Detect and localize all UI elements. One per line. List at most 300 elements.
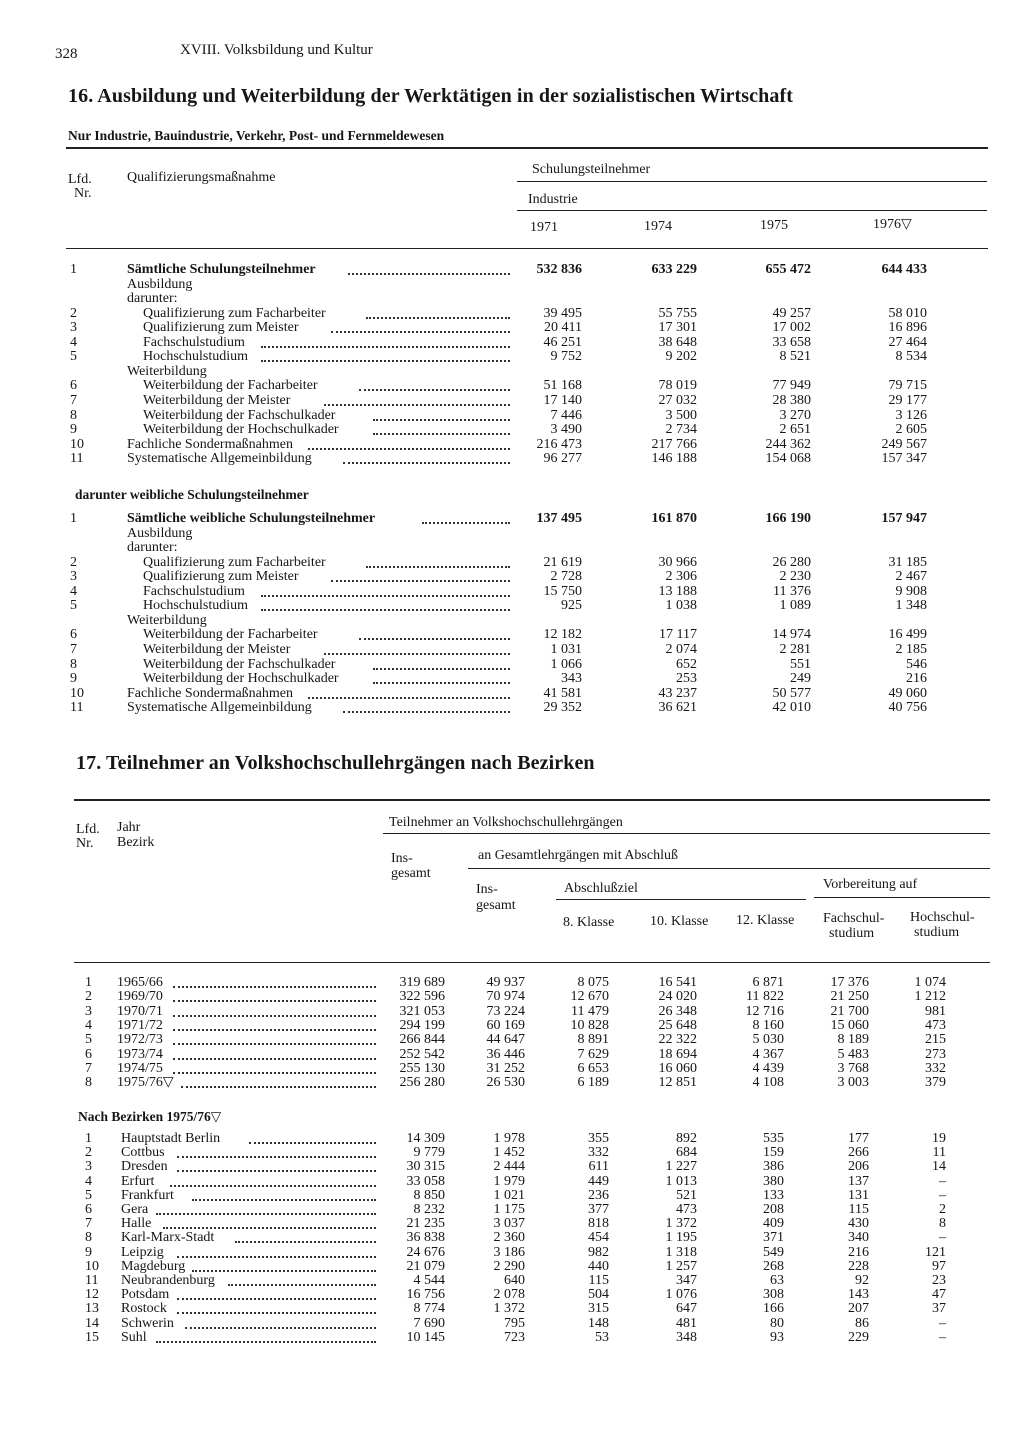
dot-leader [173, 1072, 376, 1074]
table16-col-sector: Industrie [528, 192, 578, 207]
row-value: 23 [932, 1273, 946, 1288]
row-label: Fachliche Sondermaßnahmen [127, 436, 294, 452]
table-row [0, 613, 1024, 628]
table16-group-rule [517, 181, 987, 182]
row-number: 4 [85, 1173, 92, 1189]
row-value: 249 [790, 671, 811, 687]
table17-col-8: 8. Klasse [563, 915, 615, 930]
dot-leader [173, 986, 376, 988]
table-row [0, 408, 1024, 423]
row-value: 207 [848, 1301, 869, 1317]
row-label: 1971/72 [117, 1017, 163, 1033]
row-value: 256 280 [399, 1075, 445, 1091]
table17-vorb-rule [814, 897, 990, 898]
row-value: 2 074 [665, 641, 697, 657]
row-value: 6 189 [577, 1075, 609, 1091]
row-value: 21 250 [830, 989, 869, 1005]
table17-abschluss-rule [468, 868, 990, 869]
row-value: 268 [763, 1258, 784, 1274]
row-value: 8 232 [413, 1202, 445, 1217]
table16-col-group: Schulungsteilnehmer [532, 162, 651, 177]
row-number: 1 [70, 511, 77, 526]
row-value: 8 189 [837, 1032, 869, 1048]
table-row [0, 291, 1024, 306]
row-number: 8 [85, 1075, 92, 1091]
row-value: 29 177 [888, 392, 927, 408]
row-label: Gera [121, 1202, 149, 1217]
row-value: 79 715 [888, 378, 927, 394]
row-value: 70 974 [486, 989, 525, 1005]
table-row [0, 1202, 1024, 1217]
dot-leader [177, 1156, 376, 1158]
table17-col-ins-b1: Ins- [476, 882, 498, 897]
row-value: 236 [588, 1187, 609, 1203]
row-label: Weiterbildung der Fachschulkader [143, 407, 336, 423]
table-row [0, 671, 1024, 686]
row-number: 9 [85, 1244, 92, 1260]
row-label: Systematische Allgemeinbildung [127, 700, 312, 716]
table-row [0, 1287, 1024, 1302]
row-number: 10 [70, 436, 84, 452]
table-row [0, 642, 1024, 657]
dot-leader [331, 580, 510, 582]
row-value: 347 [676, 1273, 697, 1288]
row-value: 981 [925, 1003, 946, 1019]
row-value: 294 199 [399, 1017, 445, 1033]
row-value: 29 352 [543, 700, 582, 716]
row-value: 206 [848, 1159, 869, 1175]
table16-top-rule [66, 147, 988, 149]
table16-col-nr: Nr. [74, 186, 92, 201]
row-number: 5 [85, 1032, 92, 1048]
row-value: 1 175 [493, 1202, 525, 1217]
table-row [0, 1032, 1024, 1047]
dot-leader [156, 1341, 376, 1343]
table-row [0, 1061, 1024, 1076]
row-label: Ausbildung [127, 525, 193, 541]
row-number: 3 [85, 1003, 92, 1019]
table17-ziel-rule [556, 899, 806, 900]
row-value: 6 871 [752, 975, 784, 990]
table17-col-group: Teilnehmer an Volkshochschullehrgängen [389, 815, 623, 830]
table-row [0, 364, 1024, 379]
row-number: 4 [85, 1017, 92, 1033]
row-value: 2 651 [779, 422, 811, 438]
row-value: 228 [848, 1258, 869, 1274]
row-value: 2 360 [493, 1230, 525, 1246]
row-value: 5 030 [752, 1032, 784, 1048]
table-row [0, 1316, 1024, 1331]
row-number: 2 [70, 554, 77, 570]
row-value: 18 694 [658, 1046, 697, 1062]
dot-leader [331, 331, 510, 333]
dot-leader [261, 595, 510, 597]
row-number: 6 [85, 1046, 92, 1062]
row-value: 409 [763, 1216, 784, 1232]
row-value: 684 [676, 1145, 697, 1161]
row-number: 1 [85, 1131, 92, 1146]
row-value: 96 277 [543, 451, 582, 467]
row-value: 4 108 [752, 1075, 784, 1091]
row-value: 655 472 [765, 262, 811, 277]
dot-leader [261, 360, 510, 362]
row-value: 473 [925, 1017, 946, 1033]
row-label: Erfurt [121, 1173, 155, 1189]
row-value: 33 658 [772, 334, 811, 350]
row-value: 2 605 [895, 422, 927, 438]
row-number: 12 [85, 1287, 99, 1303]
row-value: 925 [561, 598, 582, 614]
row-value: 24 020 [658, 989, 697, 1005]
running-title: XVIII. Volksbildung und Kultur [180, 42, 373, 58]
row-number: 5 [70, 598, 77, 614]
table-row [0, 1259, 1024, 1274]
dot-leader [181, 1086, 376, 1088]
row-number: 11 [70, 451, 84, 467]
row-value: 1 038 [665, 598, 697, 614]
table-row [0, 569, 1024, 584]
table-row [0, 526, 1024, 541]
row-value: 9 752 [550, 349, 582, 365]
row-value: 7 446 [550, 407, 582, 423]
row-value: 8 521 [779, 349, 811, 365]
row-value: 546 [906, 656, 927, 672]
dot-leader [308, 697, 510, 699]
table17-col-ins1: Ins- [391, 851, 413, 866]
row-value: 8 534 [895, 349, 927, 365]
row-label: Sämtliche Schulungsteilnehmer [127, 262, 316, 277]
dot-leader [343, 462, 510, 464]
row-value: 253 [676, 671, 697, 687]
dot-leader [324, 653, 510, 655]
row-value: 2 306 [665, 569, 697, 585]
row-value: 37 [932, 1301, 946, 1317]
row-label: Weiterbildung [127, 612, 207, 628]
row-label: Weiterbildung der Fachschulkader [143, 656, 336, 672]
row-value: 229 [848, 1329, 869, 1345]
row-number: 7 [85, 1060, 92, 1076]
table16-subtitle: Nur Industrie, Bauindustrie, Verkehr, Post- und Fernmeldewesen [68, 128, 445, 143]
row-value: 255 130 [399, 1060, 445, 1076]
row-value: 17 301 [658, 320, 697, 336]
row-value: 216 473 [536, 436, 582, 452]
row-value: 43 237 [658, 685, 697, 701]
row-value: 39 495 [543, 305, 582, 321]
row-value: – [939, 1230, 946, 1246]
row-number: 4 [70, 583, 77, 599]
row-number: 3 [70, 320, 77, 336]
row-value: 1 318 [665, 1244, 697, 1260]
row-label: 1970/71 [117, 1003, 163, 1019]
row-value: 2 290 [493, 1258, 525, 1274]
row-value: 166 190 [765, 511, 811, 526]
dot-leader [170, 1185, 376, 1187]
table17-col-hoch2: studium [914, 925, 960, 940]
row-label: Frankfurt [121, 1187, 174, 1203]
row-number: 9 [70, 671, 77, 687]
row-value: 1 076 [665, 1287, 697, 1303]
row-value: 9 908 [895, 583, 927, 599]
table17-col-ins2: gesamt [391, 866, 431, 881]
row-label: Hauptstadt Berlin [121, 1131, 221, 1146]
row-value: 449 [588, 1173, 609, 1189]
table-row [0, 1174, 1024, 1189]
row-value: 92 [855, 1273, 869, 1288]
row-value: 1 013 [665, 1173, 697, 1189]
row-value: 1 089 [779, 598, 811, 614]
row-value: 177 [848, 1131, 869, 1146]
row-value: 386 [763, 1159, 784, 1175]
row-label: Fachschulstudium [143, 583, 245, 599]
row-value: 49 060 [888, 685, 927, 701]
dot-leader [177, 1170, 376, 1172]
row-label: Weiterbildung der Meister [143, 641, 291, 657]
row-value: 44 647 [486, 1032, 525, 1048]
row-label: 1974/75 [117, 1060, 163, 1076]
row-value: 11 479 [571, 1003, 609, 1019]
table-row [0, 657, 1024, 672]
row-value: 244 362 [765, 436, 811, 452]
table17-col-12: 12. Klasse [736, 913, 795, 928]
row-number: 15 [85, 1329, 99, 1345]
row-value: 27 032 [658, 392, 697, 408]
dot-leader [185, 1327, 376, 1329]
row-label: Schwerin [121, 1315, 174, 1331]
row-value: 137 495 [536, 511, 582, 526]
row-value: 380 [763, 1173, 784, 1189]
row-value: 3 490 [550, 422, 582, 438]
row-number: 5 [70, 349, 77, 365]
row-value: 481 [676, 1315, 697, 1331]
row-value: 647 [676, 1301, 697, 1317]
row-value: 644 433 [881, 262, 927, 277]
row-value: 14 974 [772, 627, 811, 643]
row-label: Qualifizierung zum Facharbeiter [143, 554, 326, 570]
row-number: 3 [70, 569, 77, 585]
row-value: 504 [588, 1287, 609, 1303]
row-value: 611 [588, 1159, 609, 1175]
row-number: 4 [70, 334, 77, 350]
row-value: 2 734 [665, 422, 697, 438]
row-value: 1 257 [665, 1258, 697, 1274]
row-number: 7 [70, 641, 77, 657]
row-label: Weiterbildung der Meister [143, 392, 291, 408]
row-value: 633 229 [651, 262, 697, 277]
row-value: 3 186 [493, 1244, 525, 1260]
table-row [0, 1188, 1024, 1203]
row-value: 1 074 [914, 975, 946, 990]
row-label: Halle [121, 1216, 152, 1232]
dot-leader [373, 433, 510, 435]
row-value: 8 891 [577, 1032, 609, 1048]
row-value: 49 257 [772, 305, 811, 321]
row-value: 16 541 [658, 975, 697, 990]
row-value: 51 168 [543, 378, 582, 394]
table-row [0, 555, 1024, 570]
table17-col-vorb: Vorbereitung auf [823, 877, 918, 892]
table-row [0, 1159, 1024, 1174]
table-row [0, 1301, 1024, 1316]
row-number: 2 [70, 305, 77, 321]
table16-section2-heading: darunter weibliche Schulungsteilnehmer [75, 487, 309, 502]
row-value: 15 060 [830, 1017, 869, 1033]
row-value: 38 648 [658, 334, 697, 350]
row-value: 86 [855, 1315, 869, 1331]
row-value: 215 [925, 1032, 946, 1048]
row-value: 24 676 [406, 1244, 445, 1260]
row-value: 1 372 [665, 1216, 697, 1232]
row-value: 652 [676, 656, 697, 672]
table17-top-rule [74, 799, 990, 801]
table17-col-10: 10. Klasse [650, 914, 709, 929]
row-value: 5 483 [837, 1046, 869, 1062]
row-value: – [939, 1329, 946, 1345]
row-value: 2 444 [493, 1159, 525, 1175]
dot-leader [177, 1256, 376, 1258]
row-value: 16 499 [888, 627, 927, 643]
dot-leader [373, 682, 510, 684]
table-row [0, 1145, 1024, 1160]
table17-col-fach2: studium [829, 926, 875, 941]
row-value: 46 251 [543, 334, 582, 350]
row-value: 343 [561, 671, 582, 687]
row-value: 3 768 [837, 1060, 869, 1076]
row-label: 1969/70 [117, 989, 163, 1005]
row-value: 982 [588, 1244, 609, 1260]
row-value: 159 [763, 1145, 784, 1161]
table17-header-rule [74, 962, 990, 963]
row-value: 2 [939, 1202, 946, 1217]
row-number: 7 [85, 1216, 92, 1232]
table17-col-jahr: Jahr [117, 820, 141, 835]
row-number: 10 [70, 685, 84, 701]
row-number: 1 [70, 262, 77, 277]
dot-leader [156, 1213, 376, 1215]
row-number: 2 [85, 1145, 92, 1161]
row-value: 115 [588, 1273, 609, 1288]
row-label: Rostock [121, 1301, 167, 1317]
row-value: 1 031 [550, 641, 582, 657]
row-value: 115 [848, 1202, 869, 1217]
row-value: 473 [676, 1202, 697, 1217]
row-value: 7 690 [413, 1315, 445, 1331]
row-value: 9 779 [413, 1145, 445, 1161]
row-value: 818 [588, 1216, 609, 1232]
row-value: 47 [932, 1287, 946, 1303]
row-value: 161 870 [651, 511, 697, 526]
table16-col-measure: Qualifizierungsmaßnahme [127, 170, 276, 185]
row-label: darunter: [127, 540, 178, 556]
table-row [0, 1273, 1024, 1288]
row-label: Magdeburg [121, 1258, 186, 1274]
row-label: Weiterbildung [127, 363, 207, 379]
row-value: 1 021 [493, 1187, 525, 1203]
table17-col-ins-b2: gesamt [476, 898, 516, 913]
dot-leader [261, 346, 510, 348]
table-row [0, 262, 1024, 277]
row-number: 8 [70, 407, 77, 423]
row-value: 3 037 [493, 1216, 525, 1232]
page-number: 328 [55, 46, 78, 62]
table17-col-nr: Nr. [76, 836, 94, 851]
row-label: Cottbus [121, 1145, 165, 1161]
row-number: 10 [85, 1258, 99, 1274]
row-value: 1 195 [665, 1230, 697, 1246]
table-row [0, 277, 1024, 292]
row-value: 4 544 [413, 1273, 445, 1288]
table-row [0, 1230, 1024, 1245]
table17-col-abschluss-group: an Gesamtlehrgängen mit Abschluß [478, 848, 678, 863]
table-row [0, 511, 1024, 526]
row-value: 315 [588, 1301, 609, 1317]
row-label: Systematische Allgemeinbildung [127, 451, 312, 467]
row-label: Fachschulstudium [143, 334, 245, 350]
row-label: 1965/66 [117, 975, 163, 990]
table-row [0, 1216, 1024, 1231]
table-row [0, 378, 1024, 393]
row-value: 49 937 [486, 975, 525, 990]
row-value: 266 844 [399, 1032, 445, 1048]
row-value: 55 755 [658, 305, 697, 321]
row-value: 26 280 [772, 554, 811, 570]
row-value: 332 [925, 1060, 946, 1076]
row-number: 6 [70, 627, 77, 643]
table-row [0, 1245, 1024, 1260]
row-value: 795 [504, 1315, 525, 1331]
row-value: 133 [763, 1187, 784, 1203]
row-value: 12 716 [745, 1003, 784, 1019]
dot-leader [422, 522, 510, 524]
table17-col-lfd: Lfd. [76, 822, 100, 837]
row-number: 14 [85, 1315, 99, 1331]
row-value: 26 348 [658, 1003, 697, 1019]
row-value: 22 322 [658, 1032, 697, 1048]
row-value: 17 002 [772, 320, 811, 336]
row-value: 4 439 [752, 1060, 784, 1076]
row-value: 2 728 [550, 569, 582, 585]
row-value: 1 978 [493, 1131, 525, 1146]
row-value: 60 169 [486, 1017, 525, 1033]
row-value: 16 756 [406, 1287, 445, 1303]
row-number: 6 [85, 1202, 92, 1217]
row-label: 1975/76▽ [117, 1075, 174, 1091]
row-value: 1 979 [493, 1173, 525, 1189]
table-row [0, 989, 1024, 1004]
row-value: 157 347 [881, 451, 927, 467]
row-value: 8 774 [413, 1301, 445, 1317]
table16-year-4: 1976▽ [873, 217, 912, 232]
table-row [0, 422, 1024, 437]
row-value: 12 670 [570, 989, 609, 1005]
table16-year-3: 1975 [760, 218, 788, 233]
dot-leader [173, 1029, 376, 1031]
table16-title: 16. Ausbildung und Weiterbildung der Werktätigen in der sozialistischen Wirtschaft [68, 85, 793, 107]
row-label: Weiterbildung der Hochschulkader [143, 422, 339, 438]
row-value: 379 [925, 1075, 946, 1091]
row-label: Qualifizierung zum Facharbeiter [143, 305, 326, 321]
row-value: 348 [676, 1329, 697, 1345]
row-value: 249 567 [881, 436, 927, 452]
row-value: 50 577 [772, 685, 811, 701]
table17-col-hoch1: Hochschul- [910, 910, 975, 925]
row-value: 143 [848, 1287, 869, 1303]
row-value: 8 075 [577, 975, 609, 990]
row-value: 430 [848, 1216, 869, 1232]
row-value: 13 188 [658, 583, 697, 599]
row-label: Leipzig [121, 1244, 164, 1260]
row-value: 340 [848, 1230, 869, 1246]
row-label: Weiterbildung der Facharbeiter [143, 378, 318, 394]
